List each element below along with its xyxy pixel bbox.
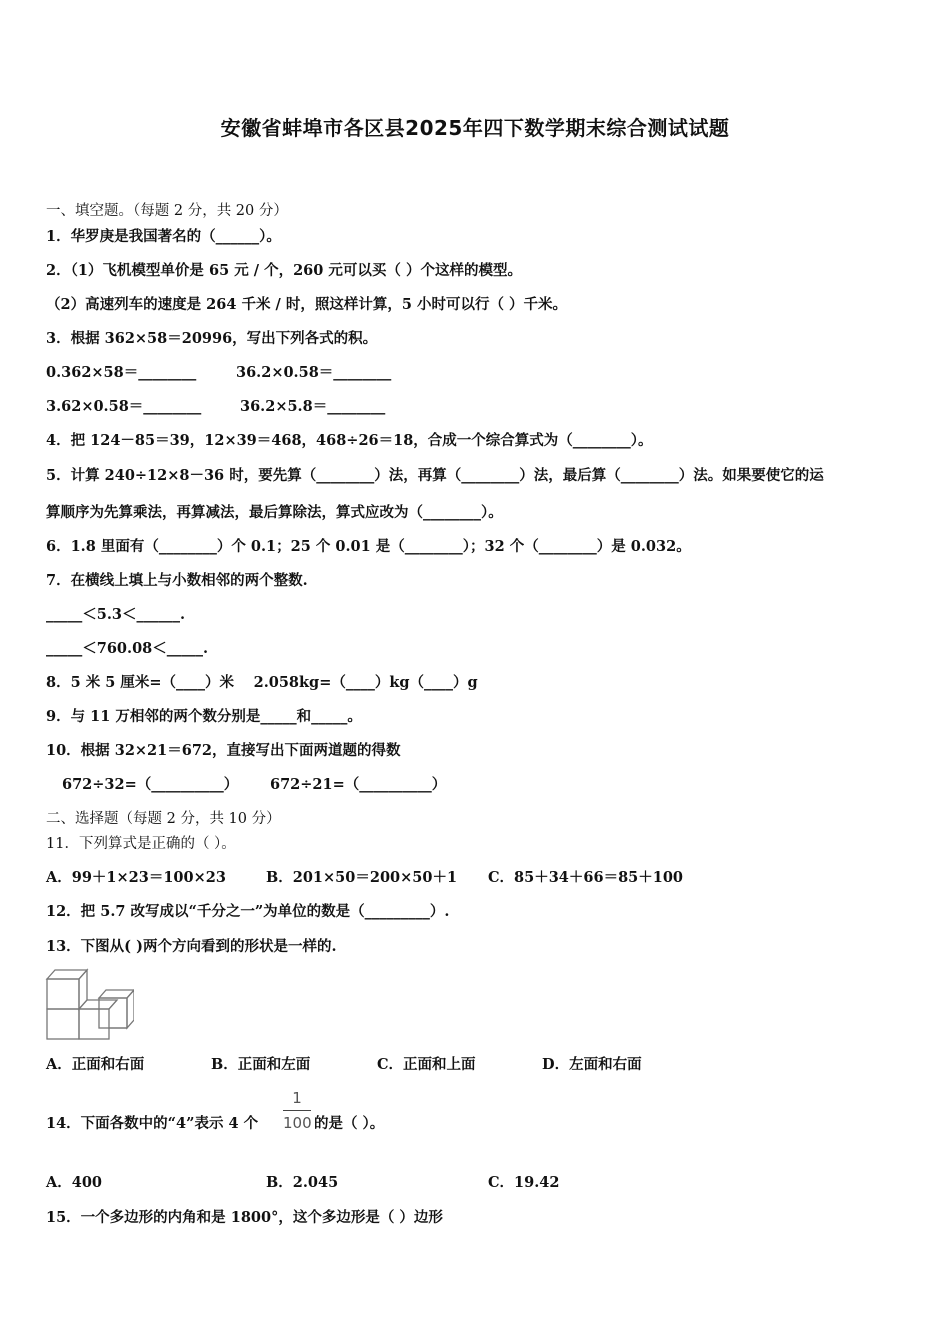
- question-14-tail: 的是（ ）。: [314, 1115, 385, 1132]
- question-13: 13．下图从( )两个方向看到的形状是一样的.: [46, 938, 337, 955]
- q14-option: C．19.42: [488, 1174, 560, 1191]
- question-7: 7．在横线上填上与小数相邻的两个整数.: [46, 572, 308, 589]
- q13-option: B．正面和左面: [211, 1056, 311, 1073]
- fraction-denominator: 100: [283, 1114, 312, 1132]
- q10-item: 672÷32=（__________）: [62, 776, 239, 793]
- q11-option: C．85＋34＋66＝85＋100: [488, 869, 684, 886]
- q13-option: A．正面和右面: [46, 1056, 145, 1073]
- q11-option: B．201×50＝200×50＋1: [266, 869, 458, 886]
- q13-option: C．正面和上面: [377, 1056, 476, 1073]
- question-2b: （2）高速列车的速度是 264 千米 / 时，照这样计算，5 小时可以行（ ）千米。: [46, 296, 568, 313]
- q3-item: 36.2×5.8＝________: [240, 398, 386, 415]
- fraction: [283, 1088, 311, 1133]
- q3-item: 0.362×58＝________: [46, 364, 197, 381]
- question-7b: _____＜760.08＜_____.: [46, 640, 209, 657]
- page-title: 安徽省蚌埠市各区县2025年四下数学期末综合测试试题: [220, 116, 730, 140]
- question-2a: 2．（1）飞机模型单价是 65 元 / 个，260 元可以买（ ）个这样的模型。: [46, 262, 522, 279]
- fraction-bar: [283, 1110, 311, 1111]
- q11-option: A．99＋1×23＝100×23: [46, 869, 226, 886]
- question-6: 6．1.8 里面有（________）个 0.1；25 个 0.01 是（________）；32 个（________）是 0.032。: [46, 538, 691, 555]
- section-heading-choice: 二、选择题（每题 2 分，共 10 分）: [46, 811, 281, 827]
- q3-item: 36.2×0.58＝________: [236, 364, 392, 381]
- q14-option: A．400: [46, 1174, 103, 1191]
- question-11: 11．下列算式是正确的（ ）。: [46, 836, 236, 852]
- q14-option: B．2.045: [266, 1174, 339, 1191]
- fraction-numerator: 1: [292, 1089, 302, 1107]
- question-4: 4．把 124－85＝39，12×39＝468，468÷26＝18，合成一个综合算式为（________）。: [46, 432, 653, 449]
- question-7a: _____＜5.3＜______.: [46, 606, 186, 623]
- question-5b: 算顺序为先算乘法，再算减法，最后算除法，算式应改为（________）。: [46, 504, 503, 521]
- cube-stack-figure: [44, 966, 134, 1044]
- q3-item: 3.62×0.58＝________: [46, 398, 202, 415]
- q13-option: D．左面和右面: [542, 1056, 642, 1073]
- question-14-lead: 14．下面各数中的“4”表示 4 个: [46, 1115, 259, 1132]
- question-1: 1．华罗庚是我国著名的（______）。: [46, 228, 281, 245]
- question-9: 9．与 11 万相邻的两个数分别是_____和_____。: [46, 708, 362, 725]
- question-12: 12．把 5.7 改写成以“千分之一”为单位的数是（_________）.: [46, 903, 450, 920]
- question-3: 3．根据 362×58＝20996，写出下列各式的积。: [46, 330, 378, 347]
- question-15: 15．一个多边形的内角和是 1800°，这个多边形是（ ）边形: [46, 1209, 443, 1226]
- q10-item: 672÷21=（__________）: [270, 776, 447, 793]
- question-10: 10．根据 32×21＝672，直接写出下面两道题的得数: [46, 742, 401, 759]
- question-5a: 5．计算 240÷12×8－36 时，要先算（________）法，再算（________）法，最后算（________）法。如果要使它的运: [46, 467, 824, 484]
- section-heading-fill-blank: 一、填空题。（每题 2 分，共 20 分）: [46, 203, 288, 219]
- question-8: 8．5 米 5 厘米=（____）米 2.058kg=（____）kg（____）g: [46, 674, 478, 691]
